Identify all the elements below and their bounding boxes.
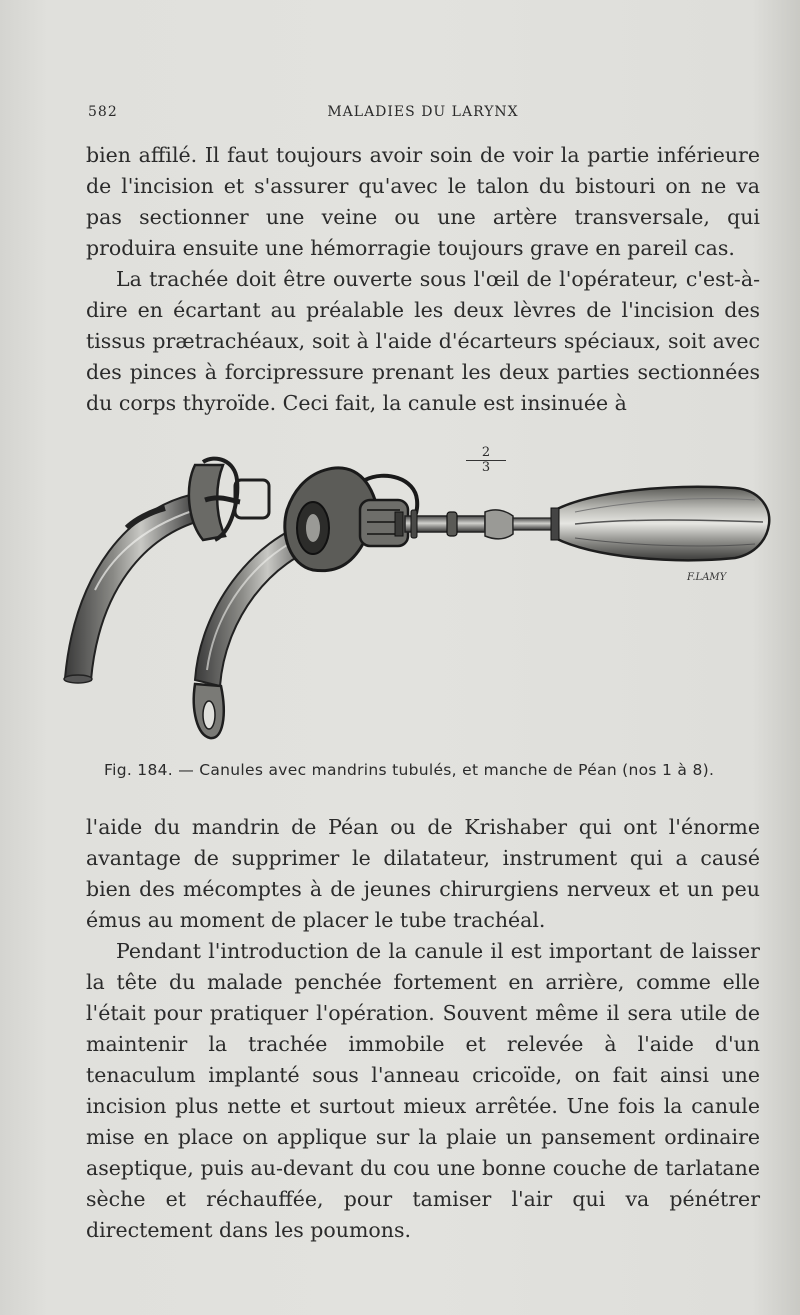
paragraph: Pendant l'introduction de la canule il est important de laisser la tête du malade penchée fortement en arrière, comme elle l'était pour pratiquer l'opération. Souvent même il sera utile de maintenir la trachée immobile et relevée à l'aide d'un tenaculum implanté sous l'anneau cricoïde, on fait ainsi une incision plus nette et surtout mieux arrêtée. Une fois la canule mise en place on applique sur la plaie un pansement ordinaire aseptique, puis au-devant du cou une bonne couche de tarlatane sèche et réchauffée, pour tamiser l'air qui va pénétrer directement dans les poumons.	[86, 939, 760, 1242]
figure-illustration	[55, 440, 775, 750]
paragraph: l'aide du mandrin de Péan ou de Krishaber qui ont l'énorme avantage de supprimer le dilatateur, instrument qui a causé bien des mécomptes à de jeunes chirurgiens nerveux et un peu émus au moment de placer le tube trachéal.	[86, 815, 760, 932]
scale-denominator: 3	[481, 460, 491, 475]
figure-caption: Fig. 184. — Canules avec mandrins tubulés, et manche de Péan (nos 1 à 8).	[104, 761, 715, 779]
left-cannula	[64, 459, 269, 683]
running-title: MALADIES DU LARYNX	[327, 104, 519, 120]
pean-handle	[551, 487, 769, 560]
text-block-bottom	[86, 812, 760, 1246]
right-cannula	[194, 468, 558, 738]
engraver-signature: F.LAMY	[687, 572, 727, 583]
page-number: 582	[88, 104, 118, 120]
running-head	[88, 104, 758, 126]
paragraph: bien affilé. Il faut toujours avoir soin de voir la partie inférieure de l'incision et s'assurer qu'avec le talon du bistouri on ne va pas sectionner une veine ou une artère transversale, qui produira ensuite une hémorragie toujours grave en pareil cas.	[86, 143, 760, 260]
cannula-engraving	[55, 440, 775, 750]
paragraph: La trachée doit être ouverte sous l'œil de l'opérateur, c'est-à-dire en écartant au préalable les deux lèvres de l'incision des tissus prætrachéaux, soit à l'aide d'écarteurs spéciaux, soit avec des pinces à forcipressure prenant les deux parties sectionnées du corps thyroïde. Ceci fait, la canule est insinuée à	[86, 267, 760, 415]
scale-numerator: 2	[466, 446, 506, 461]
text-block-top	[86, 140, 760, 419]
